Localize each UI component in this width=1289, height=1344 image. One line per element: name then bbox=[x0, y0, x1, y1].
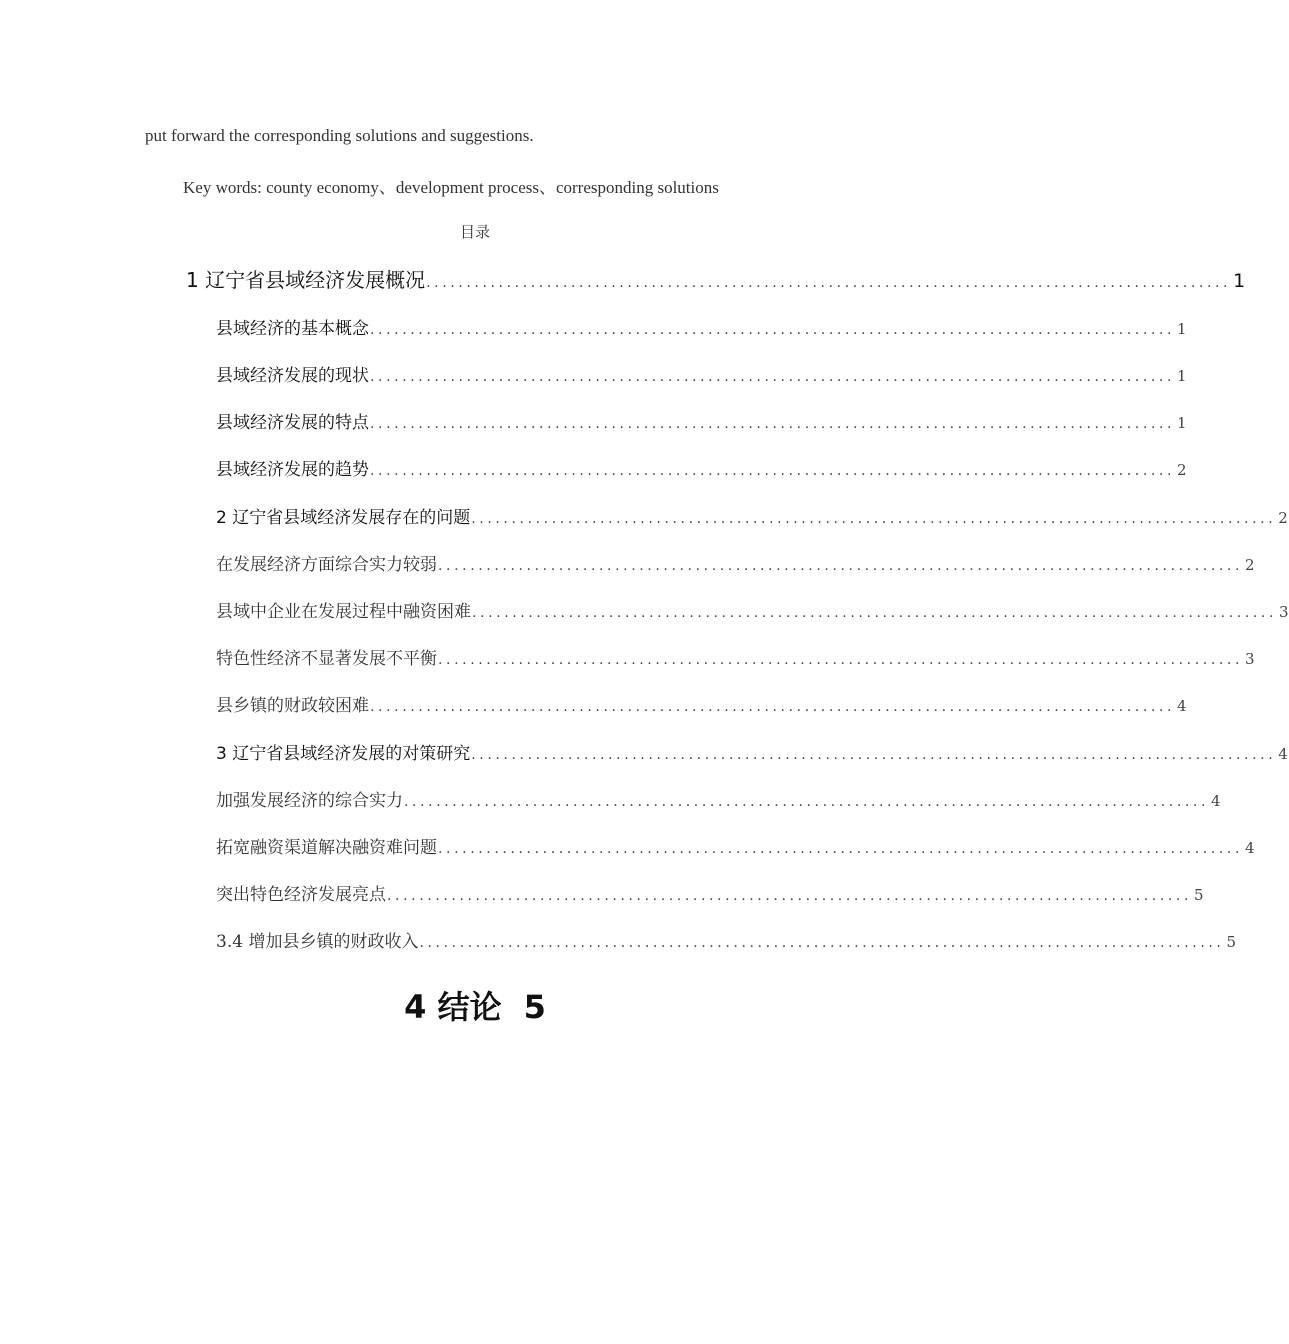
toc-dot-leader: .................................................................................................... bbox=[438, 558, 1244, 574]
toc-entry-label: 2 辽宁省县域经济发展存在的问题 bbox=[216, 508, 471, 528]
toc-dot-leader: .................................................................................................... bbox=[438, 841, 1244, 857]
toc-dot-leader: .................................................................................................... bbox=[404, 794, 1210, 810]
toc-entry-chapter-1[interactable] bbox=[186, 264, 1246, 293]
toc-entry-section[interactable] bbox=[216, 455, 1187, 480]
toc-dot-leader: .................................................................................................... bbox=[426, 275, 1232, 291]
toc-entry-label: 县域经济发展的趋势 bbox=[216, 460, 369, 480]
toc-title: 目录 bbox=[459, 223, 490, 241]
keywords-line: Key words: county economy、development process、corresponding solutions bbox=[183, 178, 719, 197]
toc-page-number: 4 bbox=[1278, 745, 1288, 763]
toc-entry-label: 县乡镇的财政较困难 bbox=[216, 696, 369, 716]
toc-entry-label: 突出特色经济发展亮点 bbox=[216, 885, 386, 905]
toc-entry-label: 县域经济发展的特点 bbox=[216, 413, 369, 433]
toc-dot-leader: .................................................................................................... bbox=[370, 463, 1176, 479]
toc-entry-label: 拓宽融资渠道解决融资难问题 bbox=[216, 838, 437, 858]
toc-entry-label: 3.4 增加县乡镇的财政收入 bbox=[216, 932, 419, 952]
toc-page-number: 1 bbox=[1177, 414, 1187, 432]
toc-entry-label: 县域经济的基本概念 bbox=[216, 319, 369, 339]
toc-page-number: 4 bbox=[1177, 697, 1187, 715]
toc-dot-leader: .................................................................................................... bbox=[370, 369, 1176, 385]
toc-entry-section[interactable] bbox=[216, 408, 1187, 433]
toc-entry-section[interactable] bbox=[216, 786, 1221, 811]
toc-entry-label: 3 辽宁省县域经济发展的对策研究 bbox=[216, 744, 471, 764]
conclusion-heading-label: 4 结论 bbox=[404, 988, 502, 1026]
conclusion-heading[interactable] bbox=[0, 982, 950, 1028]
toc-entry-section[interactable] bbox=[216, 314, 1187, 339]
toc-entry-label: 1 辽宁省县域经济发展概况 bbox=[186, 268, 426, 292]
toc-entry-section[interactable] bbox=[216, 880, 1204, 905]
toc-page-number: 5 bbox=[1194, 886, 1204, 904]
toc-entry-section[interactable] bbox=[216, 833, 1255, 858]
toc-dot-leader: .................................................................................................... bbox=[471, 747, 1277, 763]
toc-page-number: 1 bbox=[1177, 367, 1187, 385]
toc-dot-leader: .................................................................................................... bbox=[370, 416, 1176, 432]
toc-dot-leader: .................................................................................................... bbox=[471, 511, 1277, 527]
toc-page-number: 3 bbox=[1279, 603, 1289, 621]
toc-entry-section[interactable] bbox=[216, 361, 1187, 386]
toc-entry-label: 在发展经济方面综合实力较弱 bbox=[216, 555, 437, 575]
toc-page-number: 1 bbox=[1233, 270, 1246, 292]
toc-entry-label: 特色性经济不显著发展不平衡 bbox=[216, 649, 437, 669]
toc-entry-label: 加强发展经济的综合实力 bbox=[216, 791, 403, 811]
toc-page-number: 4 bbox=[1211, 792, 1221, 810]
toc-page-number: 5 bbox=[1226, 933, 1237, 951]
abstract-last-line: put forward the corresponding solutions and suggestions. bbox=[145, 126, 534, 145]
conclusion-heading-page: 5 bbox=[523, 988, 546, 1026]
toc-page-number: 3 bbox=[1245, 650, 1255, 668]
toc-entry-section[interactable] bbox=[216, 927, 1237, 952]
toc-dot-leader: .................................................................................................... bbox=[472, 605, 1278, 621]
toc-entry-label: 县域经济发展的现状 bbox=[216, 366, 369, 386]
toc-page-number: 1 bbox=[1177, 320, 1187, 338]
toc-dot-leader: .................................................................................................... bbox=[387, 888, 1193, 904]
toc-dot-leader: .................................................................................................... bbox=[370, 322, 1176, 338]
toc-page-number: 2 bbox=[1177, 461, 1187, 479]
toc-entry-section[interactable] bbox=[216, 550, 1255, 575]
toc-dot-leader: .................................................................................................... bbox=[419, 935, 1225, 951]
toc-entry-chapter-3[interactable] bbox=[216, 739, 1288, 764]
toc-page-number: 2 bbox=[1278, 509, 1288, 527]
toc-entry-chapter-2[interactable] bbox=[216, 503, 1288, 528]
toc-entry-section[interactable] bbox=[216, 691, 1187, 716]
toc-page-number: 2 bbox=[1245, 556, 1255, 574]
toc-entry-section[interactable] bbox=[216, 597, 1289, 622]
toc-dot-leader: .................................................................................................... bbox=[438, 652, 1244, 668]
toc-page-number: 4 bbox=[1245, 839, 1255, 857]
toc-entry-label: 县域中企业在发展过程中融资困难 bbox=[216, 602, 471, 622]
toc-dot-leader: .................................................................................................... bbox=[370, 699, 1176, 715]
toc-entry-section[interactable] bbox=[216, 644, 1255, 669]
